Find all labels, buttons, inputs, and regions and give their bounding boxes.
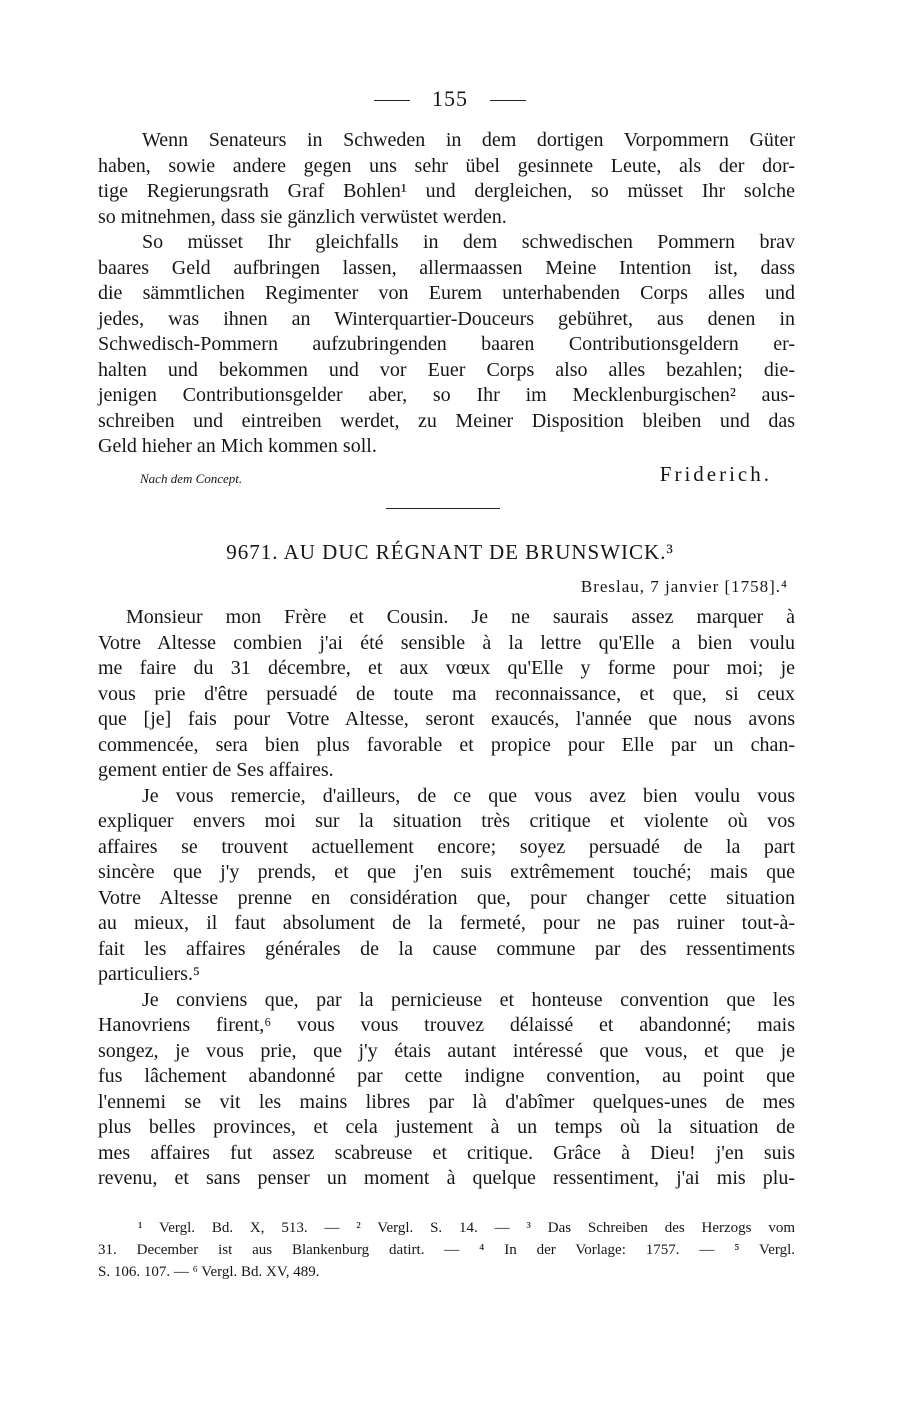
footnote-line: 31. December ist aus Blankenburg datirt. — ⁴ In der Vorlage: 1757. — ⁵ Vergl. — [98, 1242, 795, 1258]
text-line: Votre Altesse prenne en considération que, pour changer cette situation — [98, 886, 795, 909]
text-line: l'ennemi se vit les mains libres par là d'abîmer quelques-unes de mes — [98, 1090, 795, 1113]
text-line: plus belles provinces, et cela justement à un temps où la situation de — [98, 1116, 795, 1138]
text-line: me faire du 31 décembre, et aux vœux qu'Elle y forme pour moi; je — [98, 657, 795, 679]
text-line: Geld hieher an Mich kommen soll. — [98, 435, 377, 457]
text-line: So müsset Ihr gleichfalls in dem schwedischen Pommern brav — [142, 231, 795, 253]
text-line: halten und bekommen und vor Euer Corps also alles bezahlen; die- — [98, 358, 795, 381]
text-line: Wenn Senateurs in Schweden in dem dortigen Vorpommern Güter — [142, 129, 795, 151]
text-line: Je vous remercie, d'ailleurs, de ce que vous avez bien voulu vous — [142, 784, 795, 807]
header-dash-right — [490, 100, 526, 101]
text-line: Je conviens que, par la pernicieuse et honteuse convention que les — [142, 988, 795, 1011]
text-line: vous prie d'être persuadé de toute ma reconnaissance, et que, si ceux — [98, 682, 795, 705]
source-note: Nach dem Concept. — [140, 471, 243, 486]
text-line: tige Regierungsrath Graf Bohlen¹ und dergleichen, so müsset Ihr solche — [98, 180, 795, 202]
text-line: mes affaires fut assez scabreuse et critique. Grâce à Dieu! j'en suis — [98, 1141, 795, 1164]
text-line: gement entier de Ses affaires. — [98, 759, 334, 781]
section-divider — [386, 508, 500, 509]
text-line: Schwedisch-Pommern aufzubringenden baaren Contributionsgeldern er- — [98, 333, 795, 355]
page-header — [0, 86, 900, 112]
text-line: schreiben und eintreiben werdet, zu Meiner Disposition bleiben und das — [98, 409, 795, 432]
text-line: revenu, et sans penser un moment à quelque ressentiment, j'ai mis plu- — [98, 1167, 795, 1189]
text-line: jenigen Contributionsgelder aber, so Ihr im Mecklenburgischen² aus- — [98, 384, 795, 406]
text-line: so mitnehmen, dass sie gänzlich verwüstet werden. — [98, 205, 507, 228]
page-number: 155 — [432, 86, 468, 111]
paragraph — [98, 605, 795, 784]
text-line: die sämmtlichen Regimenter von Eurem unterhabenden Corps alles und — [98, 282, 795, 304]
text-line: particuliers.⁵ — [98, 963, 200, 985]
text-line: expliquer envers moi sur la situation très critique et violente où vos — [98, 810, 795, 832]
dateline: Breslau, 7 janvier [1758].⁴ — [580, 577, 788, 596]
paragraph — [98, 230, 795, 460]
text-line: fus lâchement abandonné par cette indigne convention, au point que — [98, 1065, 795, 1087]
text-line: que [je] fais pour Votre Altesse, seront exaucés, l'année que nous avons — [98, 708, 795, 730]
letter-title: 9671. AU DUC RÉGNANT DE BRUNSWICK.³ — [226, 540, 674, 564]
header-dash-left — [374, 100, 410, 101]
footnote-line: ¹ Vergl. Bd. X, 513. — ² Vergl. S. 14. — ³ Das Schreiben des Herzogs vom — [138, 1220, 795, 1236]
footnotes — [98, 1217, 795, 1283]
french-letter-body — [98, 605, 795, 1192]
signature: Friderich. — [659, 462, 772, 486]
text-line: baares Geld aufbringen lassen, allermaassen Meine Intention ist, dass — [98, 256, 795, 279]
text-line: affaires se trouvent actuellement encore; soyez persuadé de la part — [98, 835, 795, 858]
text-line: Monsieur mon Frère et Cousin. Je ne saurais assez marquer à — [126, 606, 795, 628]
paragraph — [98, 988, 795, 1192]
closing-row — [140, 462, 772, 490]
text-line: Hanovriens firent,⁶ vous vous trouvez délaissé et abandonné; mais — [98, 1014, 795, 1036]
text-line: haben, sowie andere gegen uns sehr übel gesinnete Leute, als der dor- — [98, 154, 795, 177]
paragraph — [98, 784, 795, 988]
text-line: songez, je vous prie, que j'y étais autant intéressé que vous, et que je — [98, 1039, 795, 1062]
text-line: Votre Altesse combien j'ai été sensible à la lettre qu'Elle a bien voulu — [98, 631, 795, 654]
footnote-line: S. 106. 107. — ⁶ Vergl. Bd. XV, 489. — [98, 1264, 320, 1280]
text-line: jedes, was ihnen an Winterquartier-Douceurs gebühret, aus denen in — [98, 307, 795, 330]
text-line: sincère que j'y prends, et que j'en suis extrêmement touché; mais que — [98, 861, 795, 883]
text-line: fait les affaires générales de la cause commune par des ressentiments — [98, 937, 795, 960]
german-letter-body — [98, 128, 795, 460]
text-line: au mieux, il faut absolument de la fermeté, pour ne pas ruiner tout-à- — [98, 912, 795, 934]
paragraph — [98, 128, 795, 230]
text-line: commencée, sera bien plus favorable et propice pour Elle par un chan- — [98, 733, 795, 756]
